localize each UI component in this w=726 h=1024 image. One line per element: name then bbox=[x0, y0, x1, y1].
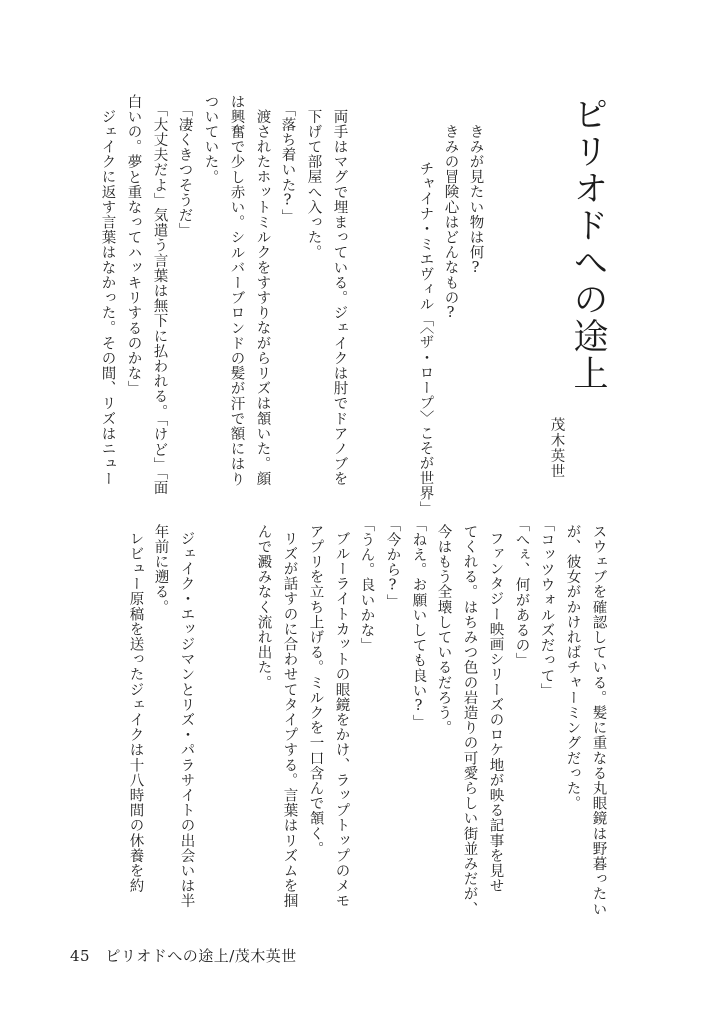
text-line: 「うん。良いかな」 bbox=[358, 517, 375, 653]
text-line: 渡されたホットミルクをすすりながらリズは頷いた。顔 bbox=[254, 109, 271, 487]
text-line: んで澱みなく流れ出た。 bbox=[255, 524, 272, 691]
text-line: ついていた。 bbox=[202, 94, 219, 185]
text-line: 年前に遡る。 bbox=[152, 524, 169, 615]
author-name: 茂木英世 bbox=[548, 417, 565, 479]
text-line: 「落ち着いた?」 bbox=[279, 102, 296, 225]
text-line: は興奮で少し赤い。シルバーブロンドの髪が汗で額にはり bbox=[228, 94, 245, 487]
text-line: 今はもう全壊しているだろう。 bbox=[435, 524, 452, 736]
text-line: アプリを立ち上げる。ミルクを一口含んで頷く。 bbox=[307, 524, 324, 857]
page-footer bbox=[70, 945, 297, 966]
text-line: リズが話すのに合わせてタイプする。言葉はリズムを掴 bbox=[281, 531, 298, 909]
running-head: ピリオドへの途上/茂木英世 bbox=[105, 947, 297, 965]
text-line: スウェブを確認している。髪に重なる丸眼鏡は野暮ったい bbox=[590, 524, 607, 917]
text-line: 白いの。夢と重なってハッキリするのかな」 bbox=[125, 94, 142, 396]
text-line: が、彼女がかければチャーミングだった。 bbox=[564, 524, 581, 811]
story-title: ピリオドへの途上 bbox=[568, 96, 608, 392]
epigraph-source: チャイナ・ミエヴィル「〈ザ・ロープ〉こそが世界」 bbox=[417, 161, 434, 517]
epigraph-line: きみが見たい物は何? bbox=[467, 124, 484, 277]
text-line: ジェイク・エッジマンとリズ・パラサイトの出会いは半 bbox=[178, 531, 195, 909]
text-line: 両手はマグで埋まっている。ジェイクは肘でドアノブを bbox=[331, 109, 348, 487]
page-number: 45 bbox=[70, 947, 91, 965]
text-line: ジェイクに返す言葉はなかった。その間、リズはニュー bbox=[99, 109, 116, 487]
text-line: レビュー原稿を送ったジェイクは十八時間の休養を約 bbox=[127, 531, 144, 894]
epigraph-line: きみの冒険心はどんなもの? bbox=[442, 124, 459, 322]
text-line: 「へぇ、何があるの」 bbox=[513, 517, 530, 668]
text-line: 「今から?」 bbox=[384, 517, 401, 610]
text-line: 「コッツウォルズだって」 bbox=[538, 517, 555, 699]
text-line: 下げて部屋へ入った。 bbox=[305, 109, 322, 260]
text-line: ファンタジー映画シリーズのロケ地が映る記事を見せ bbox=[487, 531, 504, 894]
text-line: 「ねえ。お願いしても良い?」 bbox=[410, 517, 427, 730]
text-line: 「大丈夫だよ」気遣う言葉は無下に払われる。「けど」「面 bbox=[151, 102, 168, 496]
text-line: ブルーライトカットの眼鏡をかけ、ラップトップのメモ bbox=[333, 531, 350, 909]
text-line: てくれる。はちみつ色の岩造りの可愛らしい街並みだが、 bbox=[461, 524, 478, 917]
text-line: 「凄くきつそうだ」 bbox=[176, 102, 193, 238]
